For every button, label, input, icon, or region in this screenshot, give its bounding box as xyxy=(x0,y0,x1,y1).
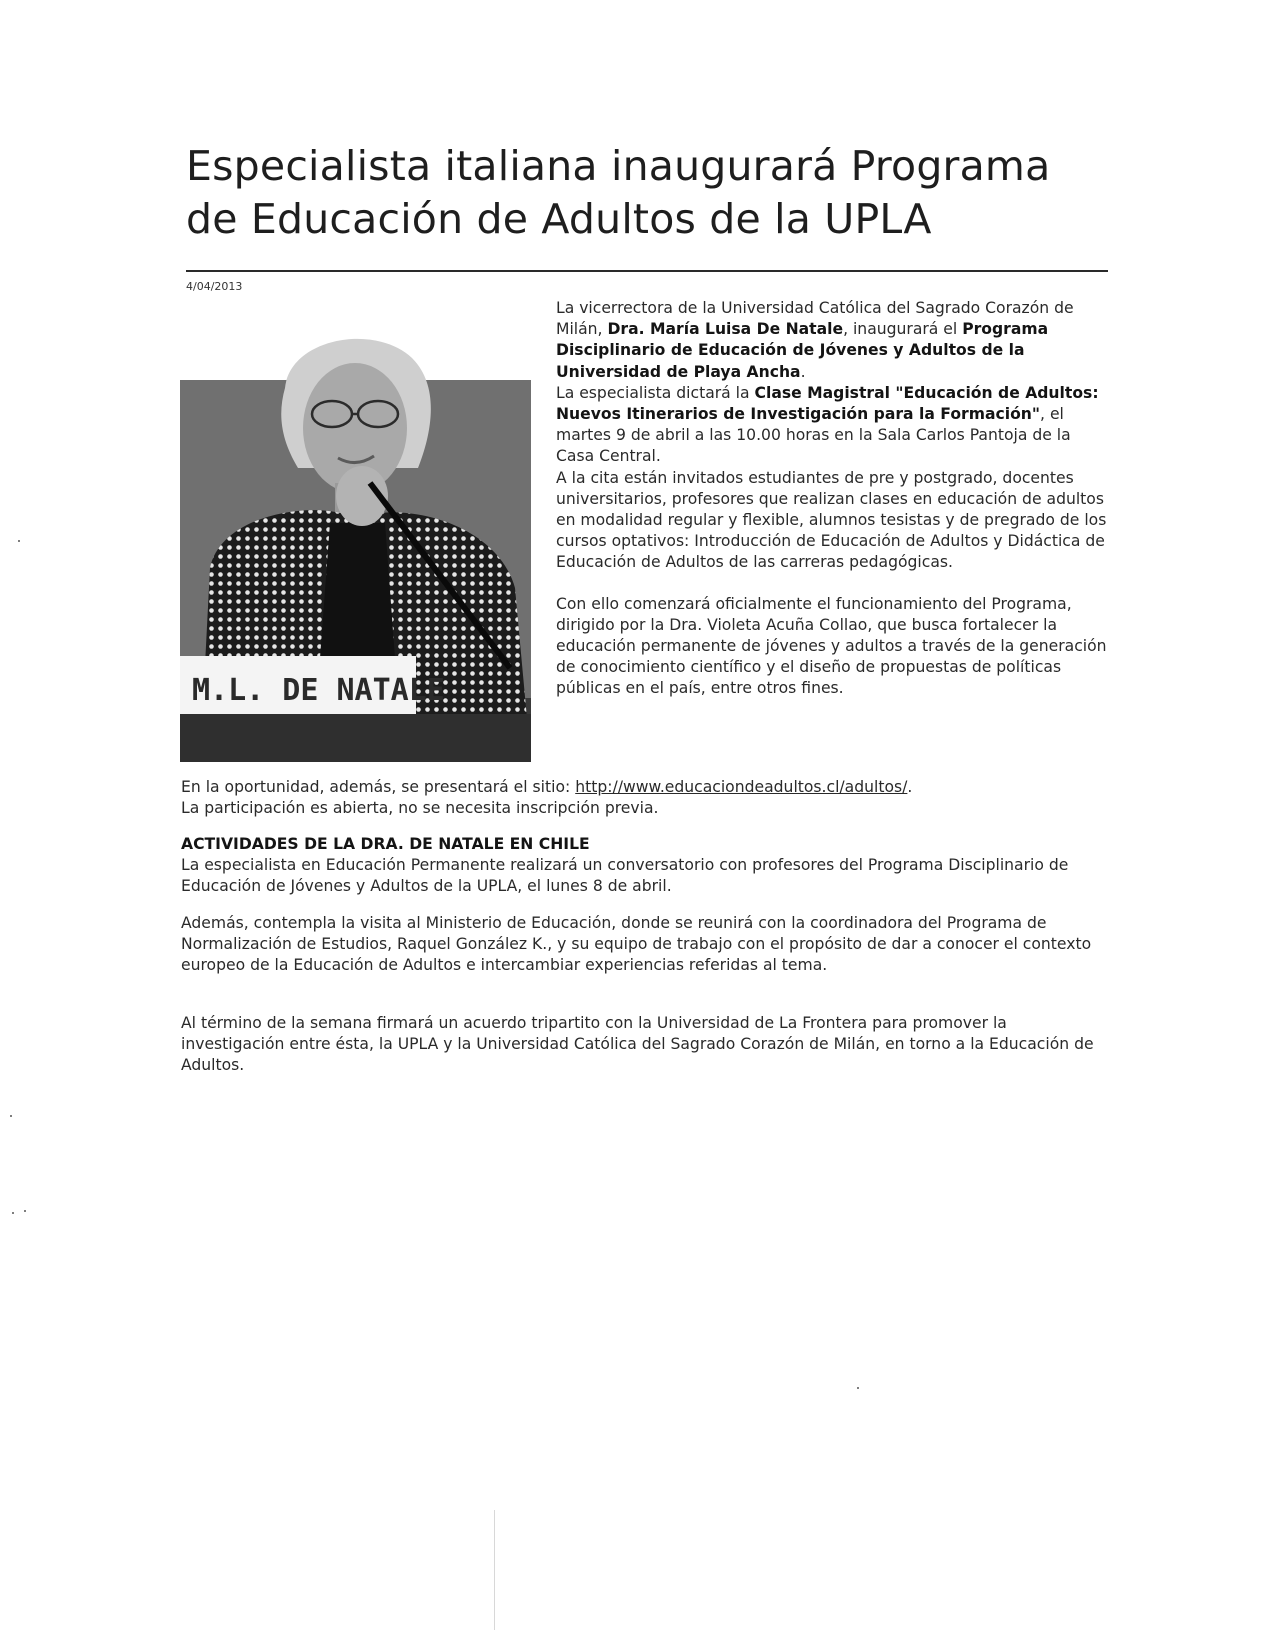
text-span: . xyxy=(907,778,913,796)
text-span: La vicerrectora de la Universidad Católica del Sagrado Corazón de Milán, xyxy=(556,299,1074,339)
text-span: , el martes 9 de abril a las 10.00 horas en la Sala Carlos Pantoja de la Casa Central. xyxy=(556,405,1071,466)
photo-caption: M.L. DE NATALE xyxy=(192,673,445,708)
site-link[interactable]: http://www.educaciondeadultos.cl/adultos/ xyxy=(575,778,908,796)
paragraph-conversatorio: La especialista en Educación Permanente realizará un conversatorio con profesores del Programa Disciplinario de Educación de Jóvenes y Adultos de la UPLA, el lunes 8 de abril. xyxy=(181,856,1069,896)
article-title: Especialista italiana inaugurará Programa de Educación de Adultos de la UPLA xyxy=(186,142,1051,243)
paragraph-acuerdo xyxy=(181,1013,1111,1077)
scan-speck xyxy=(10,1115,12,1117)
title-divider xyxy=(186,270,1108,272)
bold-lecture: Clase Magistral "Educación de Adultos: Nuevos Itinerarios de Investigación para la Formación" xyxy=(556,383,1099,424)
scan-speck xyxy=(12,1212,14,1214)
activities-section xyxy=(181,834,1111,898)
article-date: 4/04/2013 xyxy=(186,280,243,293)
scan-speck xyxy=(24,1210,26,1212)
paragraph-program: Con ello comenzará oficialmente el funcionamiento del Programa, dirigido por la Dra. Violeta Acuña Collao, que busca fortalecer la educación permanente de jóvenes y adultos a través de la generación de conocimiento científico y el diseño de propuestas de políticas públicas en el país, entre otros fines. xyxy=(556,594,1107,698)
paragraph-site xyxy=(181,777,1111,819)
scan-speck xyxy=(857,1387,859,1389)
text-span: La especialista dictará la xyxy=(556,383,755,402)
text-span: , inaugurará el xyxy=(843,320,963,339)
participation-note: La participación es abierta, no se necesita inscripción previa. xyxy=(181,799,659,818)
intro-column xyxy=(556,298,1108,700)
bold-program: Programa Disciplinario de Educación de Jóvenes y Adultos de la Universidad de Playa Ancha xyxy=(556,320,1049,381)
paragraph-ministerio xyxy=(181,913,1111,977)
scan-speck xyxy=(18,540,20,542)
bold-name: Dra. María Luisa De Natale xyxy=(607,320,844,339)
section-heading: ACTIVIDADES DE LA DRA. DE NATALE EN CHILE xyxy=(181,835,590,853)
paragraph-lecture xyxy=(556,383,1108,468)
article-photo xyxy=(180,318,531,762)
paragraph-text: Además, contempla la visita al Ministerio de Educación, donde se reunirá con la coordinadora del Programa de Normalización de Estudios, Raquel González K., y su equipo de trabajo con el propósito de dar a conocer el contexto europeo de la Educación de Adultos e intercambiar experiencias referidas al tema. xyxy=(181,914,1092,975)
paragraph-invited: A la cita están invitados estudiantes de pre y postgrado, docentes universitarios, profesores que realizan clases en educación de adultos en modalidad regular y flexible, alumnos tesistas y de pregrado de los cursos optativos: Introducción de Educación de Adultos y Didáctica de Educación de Adultos de las carreras pedagógicas. xyxy=(556,468,1107,572)
scan-artifact xyxy=(494,1510,495,1630)
paragraph-text: Al término de la semana firmará un acuerdo tripartito con la Universidad de La Frontera para promover la investigación entre ésta, la UPLA y la Universidad Católica del Sagrado Corazón de Milán, en torno a la Educación de Adultos. xyxy=(181,1014,1094,1075)
text-span: . xyxy=(800,362,806,381)
text-span: En la oportunidad, además, se presentará el sitio: xyxy=(181,778,576,796)
paragraph-intro xyxy=(556,298,1108,383)
